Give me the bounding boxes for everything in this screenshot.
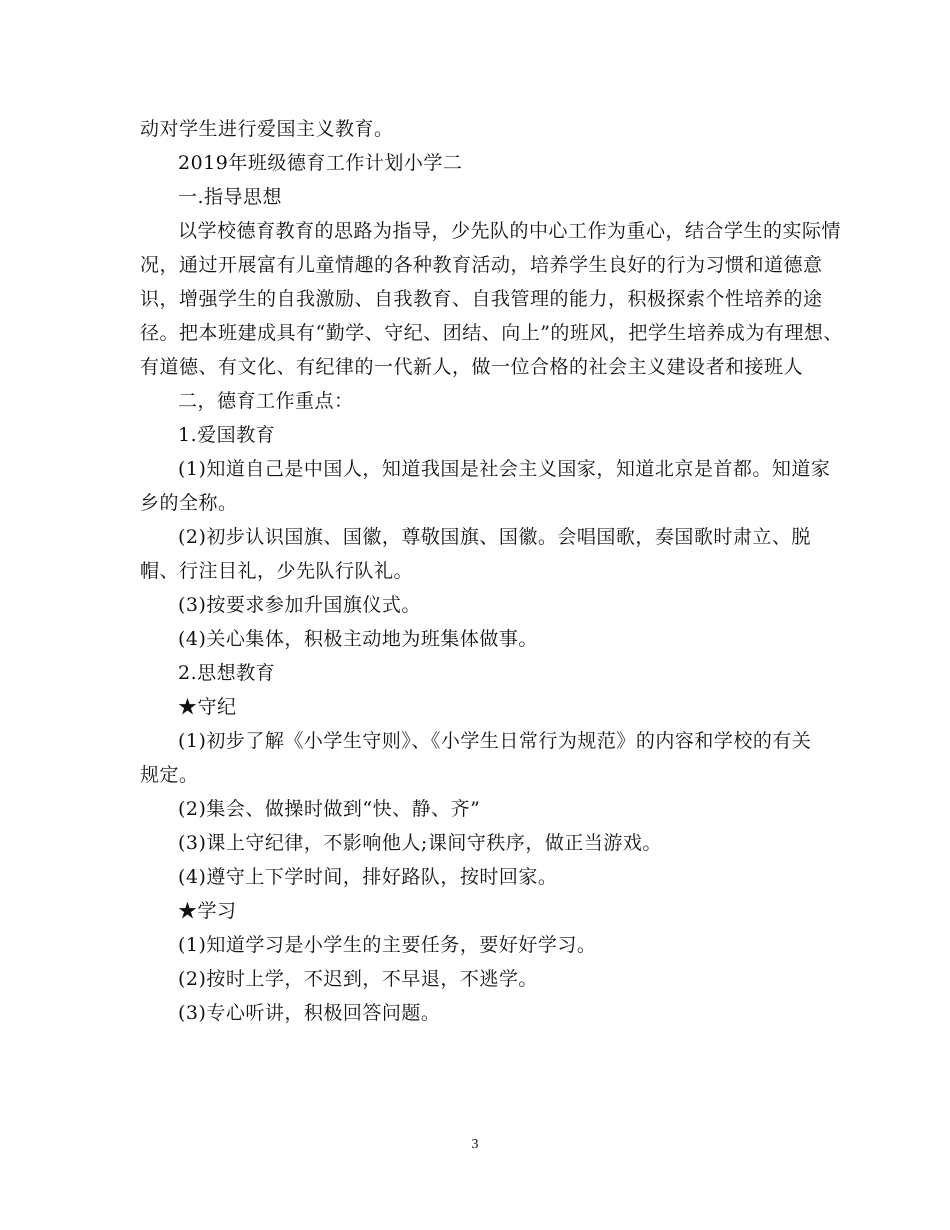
list-item-continuation: 规定。 (140, 764, 199, 786)
page-number: 3 (471, 1137, 479, 1152)
list-item: (4)关心集体，积极主动地为班集体做事。 (178, 628, 538, 650)
paragraph-line: 有道德、有文化、有纪律的一代新人，做一位合格的社会主义建设者和接班人 (140, 356, 804, 378)
list-item: (1)初步了解《小学生守则》、《小学生日常行为规范》的内容和学校的有关 (178, 730, 812, 752)
paragraph-line: 径。把本班建成具有“勤学、守纪、团结、向上”的班风，把学生培养成为有理想、 (140, 322, 843, 344)
heading-guiding-ideology: 一.指导思想 (178, 186, 283, 208)
paragraph-line: 况，通过开展富有儿童情趣的各种教育活动，培养学生良好的行为习惯和道德意 (140, 254, 823, 276)
list-item: (4)遵守上下学时间，排好路队，按时回家。 (178, 866, 558, 888)
paragraph-line: 以学校德育教育的思路为指导，少先队的中心工作为重心，结合学生的实际情 (178, 220, 842, 242)
list-item: (2)按时上学，不迟到，不早退，不逃学。 (178, 968, 538, 990)
section-title: 2019年班级德育工作计划小学二 (178, 152, 463, 174)
document-body (140, 112, 843, 1030)
list-item: (1)知道学习是小学生的主要任务，要好好学习。 (178, 934, 597, 956)
list-item-continuation: 乡的全称。 (140, 492, 238, 514)
list-item: (3)课上守纪律，不影响他人;课间守秩序，做正当游戏。 (178, 832, 662, 854)
list-item: (2)初步认识国旗、国徽，尊敬国旗、国徽。会唱国歌，奏国歌时肃立、脱 (178, 526, 811, 548)
star-heading-discipline: ★守纪 (178, 696, 237, 718)
list-item: (2)集会、做操时做到“快、静、齐” (178, 798, 481, 820)
list-item: (3)按要求参加升国旗仪式。 (178, 594, 421, 616)
paragraph-line: 识，增强学生的自我激励、自我教育、自我管理的能力，积极探索个性培养的途 (140, 288, 823, 310)
subheading-ideological-education: 2.思想教育 (178, 662, 276, 684)
list-item-continuation: 帽、行注目礼，少先队行队礼。 (140, 560, 414, 582)
subheading-patriotic-education: 1.爱国教育 (178, 424, 276, 446)
paragraph-continuation: 动对学生进行爱国主义教育。 (140, 118, 394, 140)
list-item: (1)知道自己是中国人，知道我国是社会主义国家，知道北京是首都。知道家 (178, 458, 831, 480)
star-heading-study: ★学习 (178, 900, 237, 922)
heading-key-points: 二，德育工作重点： (178, 390, 354, 412)
list-item: (3)专心听讲，积极回答问题。 (178, 1002, 441, 1024)
